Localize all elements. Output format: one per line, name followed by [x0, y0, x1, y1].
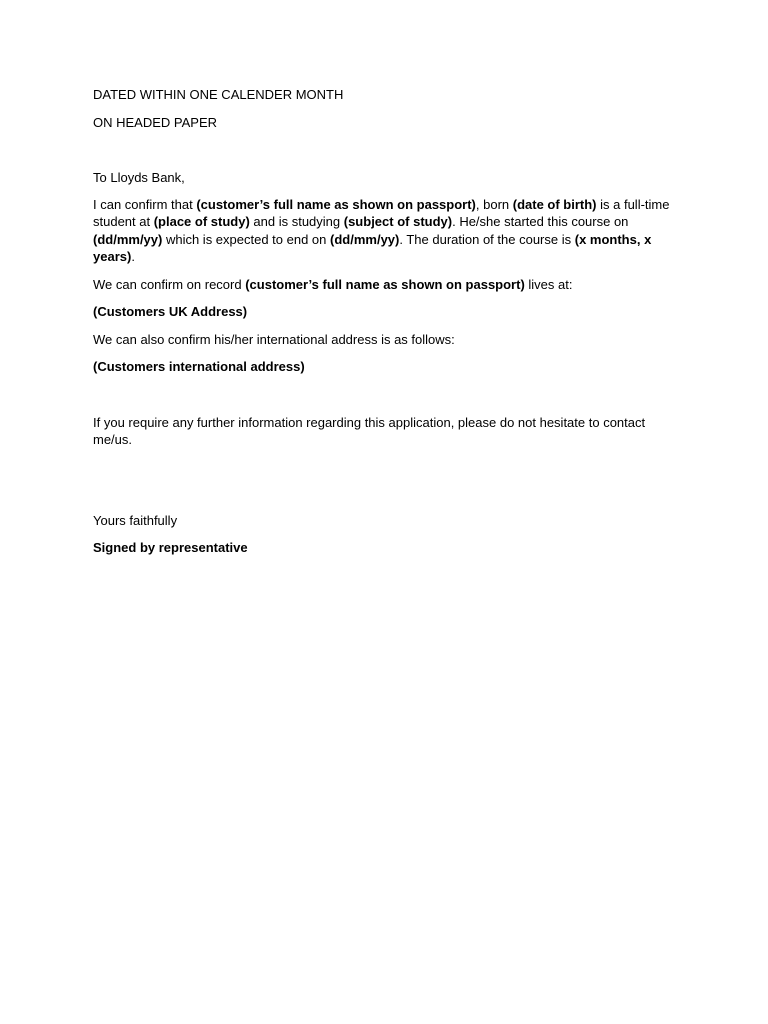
salutation: To Lloyds Bank, [93, 170, 185, 185]
text-segment: I can confirm that [93, 196, 197, 212]
text-segment: and is studying [249, 214, 344, 229]
signature-text: Signed by representative [93, 540, 248, 555]
header-line-1: DATED WITHIN ONE CALENDER MONTH [93, 87, 344, 102]
placeholder-end-date: (dd/mm/yy) [330, 231, 400, 247]
international-address-paragraph: We can also confirm his/her international address is as follows: [93, 331, 455, 347]
uk-address-placeholder [93, 303, 673, 321]
sign-off: Yours faithfully [93, 512, 178, 528]
placeholder-subject-of-study: (subject of study) [343, 214, 453, 229]
letter-body [93, 86, 673, 557]
text-segment: which is expected to end on [162, 231, 331, 247]
confirmation-paragraph [93, 196, 673, 266]
header-line-2: ON HEADED PAPER [93, 114, 218, 130]
closing-paragraph: If you require any further information regarding this application, please do not hesitate to contact me/us. [93, 414, 646, 447]
signature-line [93, 539, 673, 557]
placeholder-full-name: (customer’s full name as shown on passport) [245, 276, 525, 292]
text-segment: . [131, 249, 135, 264]
text-segment: is a full-time student at [93, 196, 670, 229]
international-address-placeholder [93, 358, 673, 376]
text-segment: , born [475, 196, 513, 212]
placeholder-duration: (x months, x years) [93, 231, 652, 264]
uk-address-text: (Customers UK Address) [93, 304, 248, 319]
placeholder-date-of-birth: (date of birth) [512, 196, 597, 212]
placeholder-start-date: (dd/mm/yy) [93, 231, 163, 247]
international-address-text: (Customers international address) [93, 359, 305, 374]
text-segment: lives at: [524, 276, 573, 292]
placeholder-full-name: (customer’s full name as shown on passport) [196, 196, 476, 212]
record-paragraph [93, 276, 673, 294]
text-segment: We can confirm on record [93, 276, 246, 292]
placeholder-place-of-study: (place of study) [153, 214, 250, 229]
text-segment: . The duration of the course is [399, 231, 575, 247]
text-segment: . He/she started this course on [452, 214, 629, 229]
